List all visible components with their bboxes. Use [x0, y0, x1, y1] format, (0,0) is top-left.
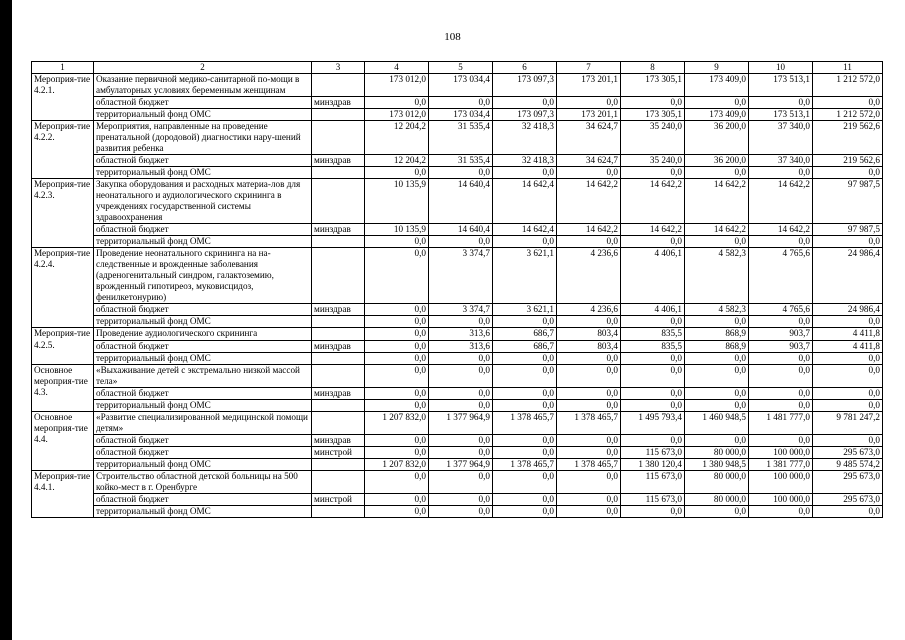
value-cell: 313,6 — [429, 328, 493, 340]
value-cell: 0,0 — [557, 387, 621, 399]
funding-row — [32, 224, 883, 236]
value-cell: 1 380 120,4 — [621, 458, 685, 470]
funding-source: территориальный фонд ОМС — [94, 505, 312, 517]
value-cell: 0,0 — [749, 505, 813, 517]
funding-source: территориальный фонд ОМС — [94, 316, 312, 328]
ministry-cell — [312, 505, 365, 517]
value-cell: 313,6 — [429, 340, 493, 352]
measure-row — [32, 248, 883, 304]
value-cell: 0,0 — [493, 493, 557, 505]
value-cell: 80 000,0 — [685, 470, 749, 493]
value-cell: 0,0 — [813, 364, 883, 387]
value-cell: 173 201,1 — [557, 108, 621, 120]
value-cell: 0,0 — [621, 352, 685, 364]
value-cell: 4 765,6 — [749, 248, 813, 304]
value-cell: 37 340,0 — [749, 155, 813, 167]
value-cell: 173 409,0 — [685, 108, 749, 120]
value-cell: 14 642,2 — [621, 179, 685, 224]
value-cell: 80 000,0 — [685, 446, 749, 458]
value-cell: 14 642,2 — [557, 224, 621, 236]
scan-edge-bar — [0, 0, 12, 640]
value-cell: 0,0 — [813, 387, 883, 399]
value-cell: 0,0 — [365, 493, 429, 505]
column-header: 2 — [94, 62, 312, 74]
value-cell: 4 236,6 — [557, 304, 621, 316]
funding-row — [32, 434, 883, 446]
value-cell: 0,0 — [365, 387, 429, 399]
value-cell: 0,0 — [429, 399, 493, 411]
ministry-cell — [312, 364, 365, 387]
value-cell: 36 200,0 — [685, 120, 749, 154]
funding-source: областной бюджет — [94, 434, 312, 446]
value-cell: 0,0 — [493, 316, 557, 328]
value-cell: 4 411,8 — [813, 340, 883, 352]
value-cell: 97 987,5 — [813, 179, 883, 224]
value-cell: 32 418,3 — [493, 155, 557, 167]
value-cell: 14 642,2 — [621, 224, 685, 236]
value-cell: 1 495 793,4 — [621, 411, 685, 434]
value-cell: 1 378 465,7 — [557, 411, 621, 434]
funding-source: областной бюджет — [94, 387, 312, 399]
value-cell: 295 673,0 — [813, 493, 883, 505]
ministry-cell — [312, 470, 365, 493]
measure-row — [32, 328, 883, 340]
value-cell: 0,0 — [557, 364, 621, 387]
value-cell: 0,0 — [685, 364, 749, 387]
measure-description: Проведение неонатального скрининга на на-следственные и врожденные заболевания (адреногенитальный синдром, галактоземию, врожденный гипотиреоз, муковисцидоз, фенилкетонурию) — [94, 248, 312, 304]
funding-row — [32, 340, 883, 352]
funding-source: территориальный фонд ОМС — [94, 108, 312, 120]
value-cell: 0,0 — [365, 248, 429, 304]
value-cell: 0,0 — [621, 167, 685, 179]
value-cell: 0,0 — [365, 328, 429, 340]
value-cell: 14 642,2 — [557, 179, 621, 224]
value-cell: 0,0 — [749, 167, 813, 179]
value-cell: 295 673,0 — [813, 446, 883, 458]
value-cell: 1 207 832,0 — [365, 411, 429, 434]
value-cell: 868,9 — [685, 340, 749, 352]
measure-description: «Выхаживание детей с экстремально низкой массой тела» — [94, 364, 312, 387]
value-cell: 14 642,4 — [493, 179, 557, 224]
value-cell: 3 621,1 — [493, 248, 557, 304]
value-cell: 803,4 — [557, 340, 621, 352]
page-number: 108 — [444, 31, 461, 43]
value-cell: 4 406,1 — [621, 304, 685, 316]
value-cell: 4 411,8 — [813, 328, 883, 340]
value-cell: 24 986,4 — [813, 248, 883, 304]
value-cell: 0,0 — [365, 434, 429, 446]
ministry-cell — [312, 458, 365, 470]
value-cell: 0,0 — [365, 236, 429, 248]
ministry-cell — [312, 352, 365, 364]
ministry-cell — [312, 167, 365, 179]
value-cell: 0,0 — [685, 505, 749, 517]
ministry-cell: минздрав — [312, 434, 365, 446]
funding-source: территориальный фонд ОМС — [94, 236, 312, 248]
value-cell: 835,5 — [621, 328, 685, 340]
value-cell: 0,0 — [429, 364, 493, 387]
value-cell: 173 409,0 — [685, 73, 749, 96]
value-cell: 0,0 — [749, 434, 813, 446]
value-cell: 14 642,2 — [749, 224, 813, 236]
value-cell: 34 624,7 — [557, 120, 621, 154]
value-cell: 115 673,0 — [621, 493, 685, 505]
value-cell: 295 673,0 — [813, 470, 883, 493]
value-cell: 0,0 — [429, 470, 493, 493]
value-cell: 0,0 — [429, 352, 493, 364]
value-cell: 10 135,9 — [365, 179, 429, 224]
value-cell: 35 240,0 — [621, 155, 685, 167]
value-cell: 173 097,3 — [493, 73, 557, 96]
value-cell: 4 582,3 — [685, 304, 749, 316]
value-cell: 0,0 — [493, 470, 557, 493]
value-cell: 173 012,0 — [365, 73, 429, 96]
funding-source: территориальный фонд ОМС — [94, 399, 312, 411]
value-cell: 80 000,0 — [685, 493, 749, 505]
value-cell: 686,7 — [493, 340, 557, 352]
value-cell: 0,0 — [429, 167, 493, 179]
value-cell: 0,0 — [557, 493, 621, 505]
value-cell: 14 642,2 — [749, 179, 813, 224]
column-header: 6 — [493, 62, 557, 74]
funding-source: областной бюджет — [94, 446, 312, 458]
ministry-cell: минздрав — [312, 340, 365, 352]
value-cell: 32 418,3 — [493, 120, 557, 154]
value-cell: 0,0 — [749, 96, 813, 108]
funding-source: областной бюджет — [94, 96, 312, 108]
measure-description: Проведение аудиологического скрининга — [94, 328, 312, 340]
value-cell: 24 986,4 — [813, 304, 883, 316]
value-cell: 0,0 — [749, 399, 813, 411]
value-cell: 0,0 — [557, 96, 621, 108]
ministry-cell — [312, 328, 365, 340]
funding-row — [32, 316, 883, 328]
ministry-cell: минздрав — [312, 387, 365, 399]
ministry-cell — [312, 73, 365, 96]
value-cell: 0,0 — [493, 167, 557, 179]
value-cell: 0,0 — [429, 493, 493, 505]
value-cell: 9 781 247,2 — [813, 411, 883, 434]
value-cell: 0,0 — [493, 352, 557, 364]
value-cell: 0,0 — [685, 352, 749, 364]
value-cell: 173 513,1 — [749, 73, 813, 96]
value-cell: 34 624,7 — [557, 155, 621, 167]
value-cell: 4 582,3 — [685, 248, 749, 304]
value-cell: 1 212 572,0 — [813, 108, 883, 120]
measure-name: Мероприя-тие 4.2.4. — [32, 248, 94, 328]
funding-row — [32, 352, 883, 364]
value-cell: 10 135,9 — [365, 224, 429, 236]
value-cell: 173 012,0 — [365, 108, 429, 120]
funding-source: областной бюджет — [94, 304, 312, 316]
value-cell: 219 562,6 — [813, 120, 883, 154]
value-cell: 0,0 — [429, 96, 493, 108]
value-cell: 173 097,3 — [493, 108, 557, 120]
value-cell: 0,0 — [365, 304, 429, 316]
measure-row — [32, 179, 883, 224]
value-cell: 0,0 — [557, 399, 621, 411]
measure-row — [32, 470, 883, 493]
value-cell: 0,0 — [685, 236, 749, 248]
column-header: 10 — [749, 62, 813, 74]
value-cell: 0,0 — [365, 364, 429, 387]
value-cell: 100 000,0 — [749, 470, 813, 493]
value-cell: 0,0 — [557, 236, 621, 248]
value-cell: 0,0 — [429, 236, 493, 248]
value-cell: 0,0 — [493, 96, 557, 108]
value-cell: 36 200,0 — [685, 155, 749, 167]
measure-row — [32, 364, 883, 387]
funding-row — [32, 304, 883, 316]
value-cell: 3 374,7 — [429, 304, 493, 316]
value-cell: 4 765,6 — [749, 304, 813, 316]
value-cell: 9 485 574,2 — [813, 458, 883, 470]
value-cell: 173 201,1 — [557, 73, 621, 96]
measure-name: Мероприя-тие 4.2.3. — [32, 179, 94, 248]
value-cell: 0,0 — [621, 434, 685, 446]
value-cell: 0,0 — [557, 316, 621, 328]
value-cell: 0,0 — [365, 96, 429, 108]
value-cell: 219 562,6 — [813, 155, 883, 167]
value-cell: 0,0 — [493, 387, 557, 399]
value-cell: 0,0 — [557, 167, 621, 179]
value-cell: 0,0 — [621, 316, 685, 328]
value-cell: 686,7 — [493, 328, 557, 340]
value-cell: 0,0 — [813, 352, 883, 364]
value-cell: 37 340,0 — [749, 120, 813, 154]
value-cell: 0,0 — [621, 387, 685, 399]
ministry-cell: минздрав — [312, 304, 365, 316]
value-cell: 14 640,4 — [429, 179, 493, 224]
value-cell: 31 535,4 — [429, 155, 493, 167]
funding-row — [32, 505, 883, 517]
column-header: 5 — [429, 62, 493, 74]
value-cell: 1 212 572,0 — [813, 73, 883, 96]
column-header: 7 — [557, 62, 621, 74]
value-cell: 1 378 465,7 — [493, 458, 557, 470]
value-cell: 100 000,0 — [749, 493, 813, 505]
funding-row — [32, 108, 883, 120]
funding-source: территориальный фонд ОМС — [94, 352, 312, 364]
value-cell: 173 305,1 — [621, 73, 685, 96]
value-cell: 0,0 — [365, 505, 429, 517]
value-cell: 0,0 — [493, 434, 557, 446]
value-cell: 0,0 — [813, 167, 883, 179]
value-cell: 0,0 — [365, 316, 429, 328]
value-cell: 0,0 — [813, 236, 883, 248]
value-cell: 1 207 832,0 — [365, 458, 429, 470]
value-cell: 0,0 — [621, 364, 685, 387]
value-cell: 1 460 948,5 — [685, 411, 749, 434]
value-cell: 0,0 — [749, 316, 813, 328]
value-cell: 0,0 — [365, 470, 429, 493]
value-cell: 0,0 — [365, 167, 429, 179]
value-cell: 100 000,0 — [749, 446, 813, 458]
funding-row — [32, 155, 883, 167]
value-cell: 0,0 — [493, 505, 557, 517]
value-cell: 0,0 — [557, 352, 621, 364]
value-cell: 1 377 964,9 — [429, 411, 493, 434]
value-cell: 0,0 — [813, 505, 883, 517]
ministry-cell — [312, 411, 365, 434]
value-cell: 0,0 — [557, 505, 621, 517]
value-cell: 0,0 — [429, 446, 493, 458]
value-cell: 0,0 — [685, 434, 749, 446]
column-header: 3 — [312, 62, 365, 74]
funding-row — [32, 236, 883, 248]
ministry-cell — [312, 316, 365, 328]
ministry-cell — [312, 399, 365, 411]
value-cell: 14 642,2 — [685, 224, 749, 236]
value-cell: 0,0 — [493, 446, 557, 458]
ministry-cell — [312, 236, 365, 248]
value-cell: 1 481 777,0 — [749, 411, 813, 434]
funding-source: областной бюджет — [94, 493, 312, 505]
measure-name: Основное мероприя-тие 4.3. — [32, 364, 94, 411]
ministry-cell: минстрой — [312, 493, 365, 505]
measure-description: Строительство областной детской больницы на 500 койко-мест в г. Оренбурге — [94, 470, 312, 493]
measure-name: Мероприя-тие 4.4.1. — [32, 470, 94, 517]
funding-source: областной бюджет — [94, 340, 312, 352]
value-cell: 3 621,1 — [493, 304, 557, 316]
value-cell: 173 034,4 — [429, 108, 493, 120]
value-cell: 35 240,0 — [621, 120, 685, 154]
funding-source: областной бюджет — [94, 224, 312, 236]
funding-row — [32, 167, 883, 179]
value-cell: 0,0 — [621, 96, 685, 108]
value-cell: 0,0 — [749, 387, 813, 399]
measure-row — [32, 411, 883, 434]
value-cell: 0,0 — [813, 399, 883, 411]
funding-row — [32, 458, 883, 470]
column-header: 11 — [813, 62, 883, 74]
column-number-row — [32, 62, 883, 74]
value-cell: 835,5 — [621, 340, 685, 352]
value-cell: 115 673,0 — [621, 446, 685, 458]
funding-row — [32, 493, 883, 505]
ministry-cell — [312, 179, 365, 224]
value-cell: 12 204,2 — [365, 155, 429, 167]
measure-row — [32, 73, 883, 96]
funding-row — [32, 387, 883, 399]
value-cell: 903,7 — [749, 340, 813, 352]
value-cell: 0,0 — [685, 167, 749, 179]
funding-source: областной бюджет — [94, 155, 312, 167]
column-header: 1 — [32, 62, 94, 74]
value-cell: 0,0 — [621, 399, 685, 411]
value-cell: 0,0 — [621, 505, 685, 517]
value-cell: 0,0 — [429, 505, 493, 517]
ministry-cell: минстрой — [312, 446, 365, 458]
measure-name: Основное мероприя-тие 4.4. — [32, 411, 94, 470]
value-cell: 0,0 — [621, 236, 685, 248]
ministry-cell: минздрав — [312, 155, 365, 167]
value-cell: 173 305,1 — [621, 108, 685, 120]
value-cell: 0,0 — [429, 434, 493, 446]
value-cell: 0,0 — [813, 316, 883, 328]
value-cell: 14 640,4 — [429, 224, 493, 236]
value-cell: 1 380 948,5 — [685, 458, 749, 470]
value-cell: 14 642,4 — [493, 224, 557, 236]
measure-name: Мероприя-тие 4.2.1. — [32, 73, 94, 120]
value-cell: 0,0 — [429, 387, 493, 399]
value-cell: 0,0 — [685, 316, 749, 328]
column-header: 4 — [365, 62, 429, 74]
value-cell: 0,0 — [365, 340, 429, 352]
measure-name: Мероприя-тие 4.2.2. — [32, 120, 94, 178]
value-cell: 0,0 — [685, 387, 749, 399]
value-cell: 0,0 — [493, 364, 557, 387]
value-cell: 0,0 — [685, 399, 749, 411]
value-cell: 0,0 — [813, 96, 883, 108]
value-cell: 115 673,0 — [621, 470, 685, 493]
table-body — [32, 62, 883, 518]
value-cell: 903,7 — [749, 328, 813, 340]
value-cell: 3 374,7 — [429, 248, 493, 304]
funding-row — [32, 446, 883, 458]
value-cell: 31 535,4 — [429, 120, 493, 154]
value-cell: 0,0 — [365, 399, 429, 411]
value-cell: 1 378 465,7 — [557, 458, 621, 470]
measure-description: Оказание первичной медико-санитарной по-мощи в амбулаторных условиях беременным женщинам — [94, 73, 312, 96]
column-header: 8 — [621, 62, 685, 74]
value-cell: 1 378 465,7 — [493, 411, 557, 434]
value-cell: 0,0 — [749, 364, 813, 387]
budget-table — [31, 61, 883, 518]
value-cell: 0,0 — [365, 446, 429, 458]
measure-description: Закупка оборудования и расходных материа-лов для неонатального и аудиологического скрининга в учреждениях государственной системы здравоохранения — [94, 179, 312, 224]
ministry-cell: минздрав — [312, 224, 365, 236]
value-cell: 4 406,1 — [621, 248, 685, 304]
ministry-cell: минздрав — [312, 96, 365, 108]
value-cell: 0,0 — [557, 434, 621, 446]
value-cell: 0,0 — [365, 352, 429, 364]
value-cell: 0,0 — [813, 434, 883, 446]
value-cell: 173 034,4 — [429, 73, 493, 96]
value-cell: 0,0 — [493, 399, 557, 411]
column-header: 9 — [685, 62, 749, 74]
measure-row — [32, 120, 883, 154]
funding-row — [32, 399, 883, 411]
funding-source: территориальный фонд ОМС — [94, 167, 312, 179]
value-cell: 0,0 — [429, 316, 493, 328]
funding-source: территориальный фонд ОМС — [94, 458, 312, 470]
measure-name: Мероприя-тие 4.2.5. — [32, 328, 94, 364]
funding-row — [32, 96, 883, 108]
value-cell: 1 381 777,0 — [749, 458, 813, 470]
value-cell: 803,4 — [557, 328, 621, 340]
value-cell: 14 642,2 — [685, 179, 749, 224]
value-cell: 173 513,1 — [749, 108, 813, 120]
value-cell: 868,9 — [685, 328, 749, 340]
value-cell: 0,0 — [685, 96, 749, 108]
value-cell: 0,0 — [557, 470, 621, 493]
value-cell: 97 987,5 — [813, 224, 883, 236]
value-cell: 1 377 964,9 — [429, 458, 493, 470]
value-cell: 0,0 — [493, 236, 557, 248]
value-cell: 12 204,2 — [365, 120, 429, 154]
value-cell: 0,0 — [749, 236, 813, 248]
measure-description: Мероприятия, направленные на проведение пренатальной (дородовой) диагностики нару-шений развития ребенка — [94, 120, 312, 154]
ministry-cell — [312, 120, 365, 154]
ministry-cell — [312, 108, 365, 120]
measure-description: «Развитие специализированной медицинской помощи детям» — [94, 411, 312, 434]
value-cell: 0,0 — [749, 352, 813, 364]
value-cell: 0,0 — [557, 446, 621, 458]
ministry-cell — [312, 248, 365, 304]
value-cell: 4 236,6 — [557, 248, 621, 304]
